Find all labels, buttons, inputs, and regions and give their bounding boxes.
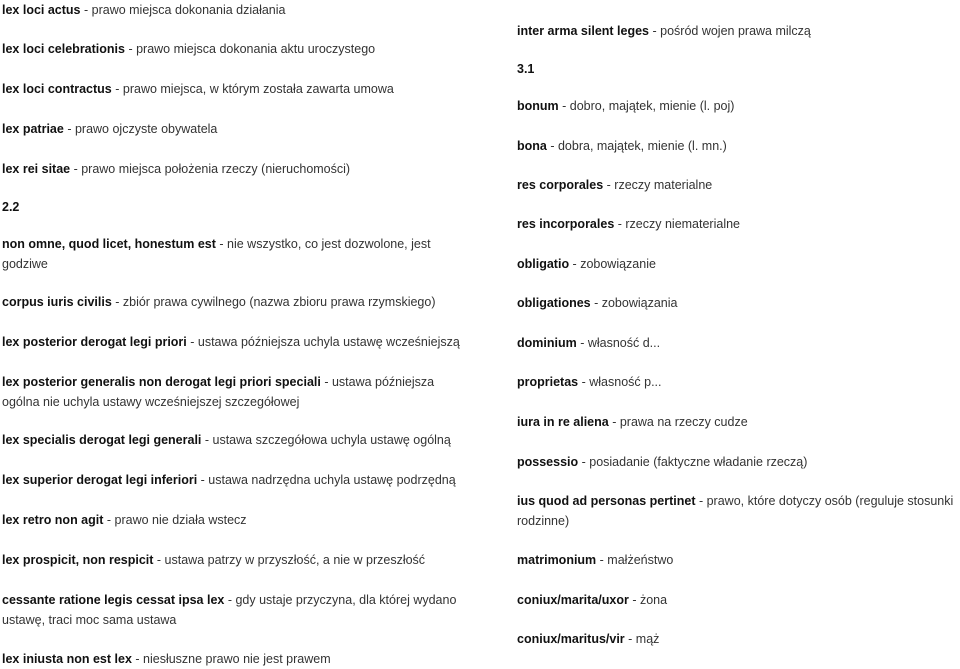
definition: ustawa późniejsza ogólna nie uchyla ustawy wcześniejszej szczegółowej (2, 375, 435, 409)
separator: - (596, 553, 608, 567)
separator: - (569, 257, 581, 271)
latin-term: lex retro non agit (2, 513, 104, 527)
glossary-entry (2, 234, 472, 274)
separator: - (320, 375, 332, 389)
latin-term: corpus iuris civilis (2, 295, 112, 309)
separator: - (224, 593, 236, 607)
latin-term: res corporales (517, 178, 604, 192)
latin-term: dominium (517, 336, 577, 350)
glossary-entry (2, 649, 331, 669)
glossary-entry (517, 96, 734, 116)
latin-term: lex loci actus (2, 3, 81, 17)
latin-term: coniux/marita/uxor (517, 593, 629, 607)
glossary-entry (2, 590, 472, 630)
definition: dobra, majątek, mienie (l. mn.) (557, 139, 727, 153)
glossary-entry (2, 550, 425, 570)
definition: żona (639, 593, 668, 607)
latin-term: lex specialis derogat legi generali (2, 433, 202, 447)
definition: rzeczy niematerialne (625, 217, 741, 231)
latin-term: non omne, quod licet, honestum est (2, 237, 216, 251)
separator: - (649, 24, 661, 38)
separator: - (603, 178, 615, 192)
glossary-entry (2, 292, 436, 312)
separator: - (111, 82, 123, 96)
glossary-entry (2, 470, 456, 490)
latin-term: lex rei sitae (2, 162, 71, 176)
separator: - (590, 296, 602, 310)
definition: pośród wojen prawa milczą (660, 24, 811, 38)
definition: dobro, majątek, mienie (l. poj) (569, 99, 735, 113)
glossary-entry (2, 119, 217, 139)
definition: ustawa nadrzędna uchyla ustawę podrzędną (208, 473, 456, 487)
definition: prawo miejsca dokonania działania (91, 3, 286, 17)
definition: ustawa patrzy w przyszłość, a nie w przeszłość (164, 553, 426, 567)
glossary-entry (517, 550, 673, 570)
separator: - (103, 513, 115, 527)
latin-term: ius quod ad personas pertinet (517, 494, 696, 508)
glossary-entry (2, 79, 394, 99)
separator: - (614, 217, 626, 231)
glossary-entry (517, 412, 748, 432)
definition: własność d... (587, 336, 661, 350)
definition: zbiór prawa cywilnego (nazwa zbioru prawa rzymskiego) (122, 295, 436, 309)
separator: - (608, 415, 620, 429)
definition: mąż (635, 632, 660, 646)
separator: - (63, 122, 75, 136)
separator: - (201, 433, 213, 447)
separator: - (695, 494, 707, 508)
glossary-entry (2, 39, 375, 59)
glossary-entry (2, 510, 247, 530)
separator: - (628, 593, 640, 607)
glossary-entry (517, 214, 740, 234)
separator: - (111, 295, 123, 309)
glossary-entry (2, 430, 451, 450)
latin-term: iura in re aliena (517, 415, 609, 429)
latin-term: lex superior derogat legi inferiori (2, 473, 198, 487)
definition: zobowiązanie (580, 257, 656, 271)
separator: - (80, 3, 92, 17)
definition: małżeństwo (607, 553, 674, 567)
latin-term: bonum (517, 99, 559, 113)
separator: - (215, 237, 228, 251)
glossary-entry (517, 136, 727, 156)
latin-term: lex posterior derogat legi priori (2, 335, 187, 349)
separator: - (578, 455, 590, 469)
latin-term: cessante ratione legis cessat ipsa lex (2, 593, 225, 607)
latin-term: inter arma silent leges (517, 24, 650, 38)
latin-term: proprietas (517, 375, 579, 389)
latin-term: bona (517, 139, 547, 153)
separator: - (70, 162, 82, 176)
latin-term: obligationes (517, 296, 591, 310)
glossary-entry (2, 159, 350, 179)
glossary-entry (517, 333, 660, 353)
definition: prawa na rzeczy cudze (619, 415, 748, 429)
definition: rzeczy materialne (614, 178, 713, 192)
separator: - (624, 632, 636, 646)
latin-term: obligatio (517, 257, 570, 271)
separator: - (197, 473, 209, 487)
glossary-entry (517, 21, 811, 41)
glossary-entry (517, 590, 667, 610)
latin-term: lex iniusta non est lex (2, 652, 132, 666)
definition: zobowiązania (601, 296, 678, 310)
section-heading: 3.1 (517, 62, 535, 76)
glossary-entry (517, 372, 662, 392)
glossary-entry (517, 629, 659, 649)
definition: posiadanie (faktyczne władanie rzeczą) (589, 455, 808, 469)
separator: - (131, 652, 144, 666)
separator: - (558, 99, 570, 113)
separator: - (578, 375, 590, 389)
separator: - (186, 335, 198, 349)
glossary-entry (2, 372, 472, 412)
separator: - (576, 336, 588, 350)
definition: ustawa szczegółowa uchyla ustawę ogólną (212, 433, 451, 447)
definition: ustawa późniejsza uchyla ustawę wcześniejszą (197, 335, 460, 349)
glossary-entry (517, 452, 807, 472)
glossary-entry (2, 0, 286, 20)
definition: prawo miejsca, w którym została zawarta umowa (122, 82, 394, 96)
definition: prawo, które dotyczy osób (reguluje stosunki rodzinne) (517, 494, 954, 528)
definition: nie wszystko, co jest dozwolone, jest godziwe (2, 237, 431, 271)
glossary-entry (2, 332, 460, 352)
latin-term: coniux/maritus/vir (517, 632, 625, 646)
definition: prawo nie działa wstecz (114, 513, 247, 527)
section-heading: 2.2 (2, 200, 20, 214)
latin-term: lex prospicit, non respicit (2, 553, 154, 567)
separator: - (124, 42, 137, 56)
latin-term: lex patriae (2, 122, 64, 136)
glossary-entry (517, 175, 712, 195)
latin-term: lex posterior generalis non derogat legi priori speciali (2, 375, 321, 389)
latin-term: lex loci celebrationis (2, 42, 125, 56)
separator: - (546, 139, 558, 153)
latin-term: res incorporales (517, 217, 615, 231)
definition: własność p... (589, 375, 662, 389)
latin-term: possessio (517, 455, 579, 469)
latin-term: matrimonium (517, 553, 597, 567)
glossary-entry (517, 254, 656, 274)
glossary-entry (517, 293, 677, 313)
definition: prawo ojczyste obywatela (74, 122, 218, 136)
definition: prawo miejsca położenia rzeczy (nieruchomości) (81, 162, 351, 176)
latin-term: lex loci contractus (2, 82, 112, 96)
definition: niesłuszne prawo nie jest prawem (143, 652, 331, 666)
separator: - (153, 553, 165, 567)
definition: gdy ustaje przyczyna, dla której wydano ustawę, traci moc sama ustawa (2, 593, 457, 627)
glossary-entry (517, 491, 960, 531)
definition: prawo miejsca dokonania aktu uroczystego (136, 42, 376, 56)
